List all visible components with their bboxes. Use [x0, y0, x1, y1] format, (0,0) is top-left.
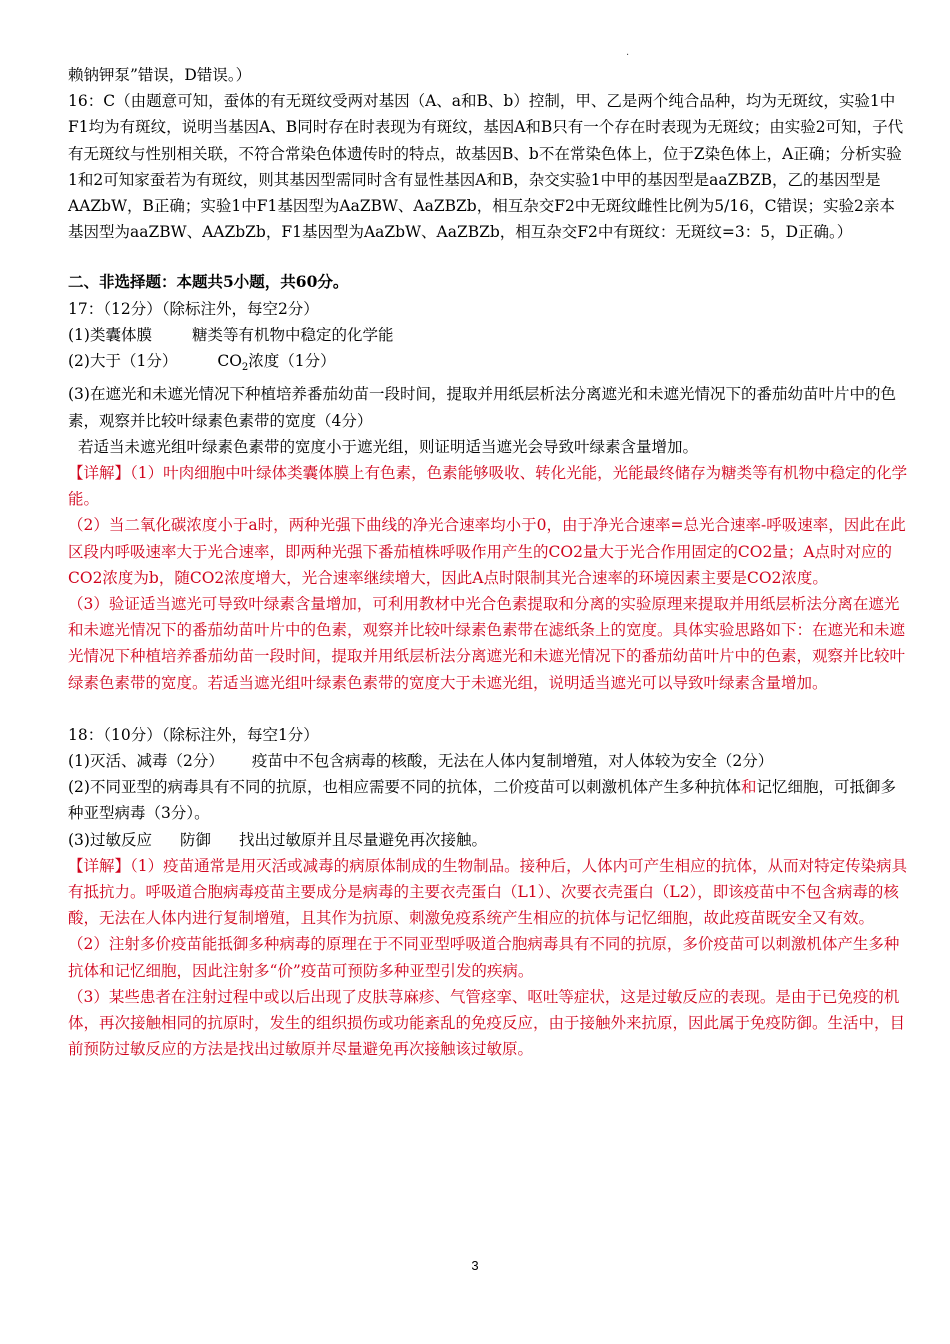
- q18-a3-1: (3)过敏反应: [68, 830, 152, 849]
- q16-answer: 16：C（由题意可知，蚕体的有无斑纹受两对基因（A、a和B、b）控制，甲、乙是两个纯合品种，均为无斑纹，实验1中F1均为有斑纹，说明当基因A、B同时存在时表现为有斑纹，基因A和B只有一个存在时表现为无斑纹；由实验2可知，子代有无斑纹与性别相关联，不符合常染色体遗传时的特点，故基因B、b不在常染色体上，位于Z染色体上，A正确；分析实验1和2可知家蚕若为有斑纹，则其基因型需同时含有显性基因A和B，杂交实验1中甲的基因型是aaZBZB，乙的基因型是AAZbW，B正确；实验1中F1基因型为AaZBW、AaZBZb，相互杂交F2中无斑纹雌性比例为5/16，C错误；实验2亲本基因型为aaZBW、AAZbZb，F1基因型为AaZbW、AaZBZb，相互杂交F2中有斑纹：无斑纹=3：5，D正确。）: [68, 92, 904, 242]
- q18-a1-label: (1)灭活、减毒（2分）: [68, 751, 224, 770]
- q17-answer-2: [68, 348, 908, 381]
- page-content: [68, 62, 908, 1062]
- q18-detail-2: （2）注射多价疫苗能抵御多种病毒的原理在于不同亚型呼吸道合胞病毒具有不同的抗原，多价疫苗可以刺激机体产生多种抗体和记忆细胞，因此注射多“价”疫苗可预防多种亚型引发的疾病。: [68, 935, 900, 980]
- q18-detail-3: （3）某些患者在注射过程中或以后出现了皮肤荨麻疹、气管痉挛、呕吐等症状，这是过敏反应的表现。是由于已免疫的机体，再次接触相同的抗原时，发生的组织损伤或功能紊乱的免疫反应，由于接触外来抗原，因此属于免疫防御。生活中，目前预防过敏反应的方法是找出过敏原并尽量避免再次接触该过敏原。: [68, 987, 906, 1059]
- q17-a2-label: (2)大于（1分）: [68, 352, 178, 371]
- q18-answer-1: [68, 748, 908, 774]
- q17-detail-2: （2）当二氧化碳浓度小于a时，两种光强下曲线的净光合速率均小于0，由于净光合速率=总光合速率-呼吸速率，因此在此区段内呼吸速率大于光合速率，即两种光强下番茄植株呼吸作用产生的CO2量大于光合作用固定的CO2量；A点时对应的CO2浓度为b，随CO2浓度增大，光合速率继续增大，因此A点时限制其光合速率的环境因素主要是CO2浓度。: [68, 516, 906, 587]
- header-dot: ·: [626, 50, 630, 61]
- spacer: [68, 696, 908, 722]
- spacer: [68, 245, 908, 269]
- page-number: 3: [471, 1258, 479, 1273]
- q18-detail-1: 【详解】（1）疫苗通常是用灭活或减毒的病原体制成的生物制品。接种后，人体内可产生相应的抗体，从而对特定传染病具有抵抗力。呼吸道合胞病毒疫苗主要成分是病毒的主要衣壳蛋白（L1）、次要衣壳蛋白（L2），即该疫苗中不包含病毒的核酸，无法在人体内进行复制增殖，且其作为抗原、刺激免疫系统产生相应的抗体与记忆细胞，故此疫苗既安全又有效。: [68, 856, 908, 928]
- q18-answer-3: [68, 827, 908, 853]
- q17-detail-3: （3）验证适当遮光可导致叶绿素含量增加，可利用教材中光合色素提取和分离的实验原理来提取并用纸层析法分离在遮光和未遮光情况下的番茄幼苗叶片中的色素，观察并比较叶绿素色素带在滤纸条上的宽度。具体实验思路如下：在遮光和未遮光情况下种植培养番茄幼苗一段时间，提取并用纸层析法分离遮光和未遮光情况下的番茄幼苗叶片中的色素，观察并比较叶绿素色素带的宽度。若适当遮光组叶绿素色素带的宽度大于未遮光组，说明适当遮光可以导致叶绿素含量增加。: [68, 594, 906, 692]
- q17-a1-label: (1)类囊体膜: [68, 325, 152, 344]
- q17-a2-co2: CO: [217, 352, 242, 371]
- q16-continuation: 赖钠钾泵”错误，D错误。）: [68, 66, 252, 84]
- q17-answer-1: [68, 322, 908, 348]
- q17-a2-rest: 浓度（1分）: [248, 352, 336, 371]
- q17-detail-1: 【详解】（1）叶肉细胞中叶绿体类囊体膜上有色素，色素能够吸收、转化光能，光能最终储存为糖类等有机物中稳定的化学能。: [68, 463, 908, 509]
- q18-a2-pre: (2)不同亚型的病毒具有不同的抗原，也相应需要不同的抗体，二价疫苗可以刺激机体产生多种抗体: [68, 778, 741, 797]
- q17-a1-value: 糖类等有机物中稳定的化学能: [191, 325, 394, 344]
- q18-a3-2: 防御: [179, 830, 211, 849]
- q18-a3-3: 找出过敏原并且尽量避免再次接触。: [238, 830, 487, 849]
- q18-a1-value: 疫苗中不包含病毒的核酸，无法在人体内复制增殖，对人体较为安全（2分）: [251, 751, 774, 770]
- q18-header: 18：（10分）（除标注外，每空1分）: [68, 725, 319, 744]
- q17-answer-3: (3)在遮光和未遮光情况下种植培养番茄幼苗一段时间，提取并用纸层析法分离遮光和未遮光情况下的番茄幼苗叶片中的色素，观察并比较叶绿素色素带的宽度（4分）: [68, 385, 896, 430]
- q18-a2-and: 和: [740, 778, 757, 797]
- q18-a2-post: 记忆细胞，可抵御多种亚型病毒（3分）。: [68, 778, 896, 823]
- section-2-title: 二、非选择题：本题共5小题，共60分。: [68, 272, 349, 292]
- q17-answer-3-cont: 若适当未遮光组叶绿素色素带的宽度小于遮光组，则证明适当遮光会导致叶绿素含量增加。: [78, 437, 699, 456]
- q17-header: 17：（12分）（除标注外，每空2分）: [68, 299, 319, 318]
- q18-answer-2: [68, 774, 908, 826]
- q17-a2-subscript: 2: [241, 362, 249, 374]
